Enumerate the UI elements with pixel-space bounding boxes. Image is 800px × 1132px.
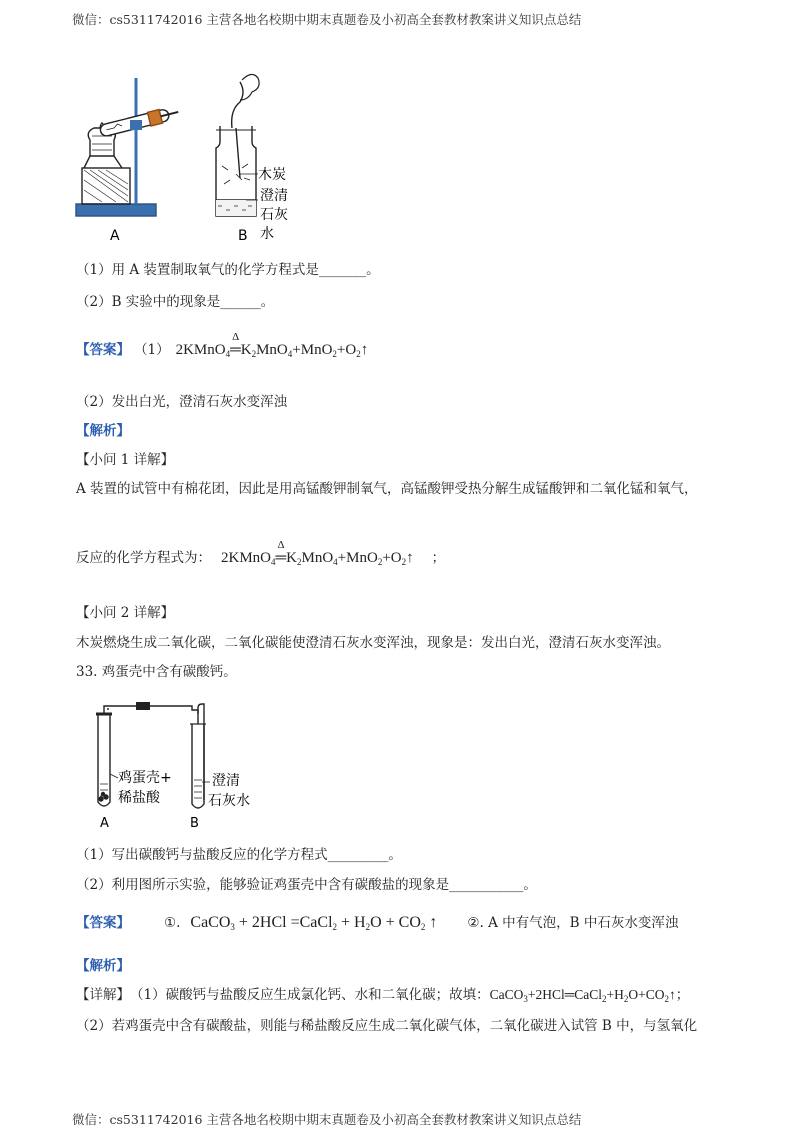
q32-analysis-tag: 【解析】 <box>76 423 130 439</box>
q33-part2: （2）利用图所示实验，能够验证鸡蛋壳中含有碳酸盐的现象是___________。 <box>76 877 537 893</box>
q33-ans1-num: ①. <box>164 915 181 931</box>
apparatus-a <box>76 78 180 216</box>
q33-answer <box>76 913 678 937</box>
q33-analysis-tag: 【解析】 <box>76 958 130 974</box>
q32-part2: （2）B 实验中的现象是______。 <box>76 294 275 310</box>
q32-sub1-text: A 装置的试管中有棉花团，因此是用高锰酸钾制氧气，高锰酸钾受热分解生成锰酸钾和二氧化锰和氧气， <box>76 481 698 497</box>
apparatus-a-label: A <box>110 228 120 244</box>
apparatus-b <box>216 74 259 216</box>
page-footer: 微信：cs5311742016 主营各地名校期中期末真题卷及小初高全套教材教案讲义知识点总结 <box>72 1112 582 1127</box>
q32-answer <box>76 331 369 364</box>
equation-kmno4: 2KMnO$_4$ Δ $═K_2MnO_4+MnO_2+O_2↑$ <box>175 331 369 359</box>
q32-sub1-title: 【小问 1 详解】 <box>76 452 175 468</box>
answer-part1-prefix: （1） <box>134 342 170 358</box>
q32-sub2-title: 【小问 2 详解】 <box>76 605 175 621</box>
page-header: 微信：cs5311742016 主营各地名校期中期末真题卷及小初高全套教材教案讲义知识点总结 <box>72 12 582 27</box>
egg-apparatus-b-label: B <box>190 816 199 831</box>
q33-part1: （1）写出碳酸钙与盐酸反应的化学方程式_________。 <box>76 847 402 863</box>
equation-caco3-inline: $CaCO_3+2HCl═CaCl_2+H_2O+CO_2↑$； <box>489 987 690 1004</box>
q32-sub1-equation-line <box>76 539 446 572</box>
q33-ans2: ②. A 中有气泡，B 中石灰水变浑浊 <box>467 915 679 931</box>
b-reagent-label-1: 澄清 <box>212 773 240 789</box>
apparatus-b-charcoal-label: 木炭 <box>258 167 286 183</box>
apparatus-b-limewater-label-1: 澄清 <box>260 188 288 204</box>
q32-answer-part2: （2）发出白光，澄清石灰水变浑浊 <box>76 394 288 410</box>
sub1-eq-suffix: ； <box>431 550 446 566</box>
equation-caco3: CaCO$_3$ + 2HCl =CaCl$_2$ + $H_2O + CO_2$ ↑ <box>190 914 438 932</box>
q33-stem: 33. 鸡蛋壳中含有碳酸钙。 <box>76 664 237 680</box>
egg-apparatus-a-label: A <box>100 816 109 831</box>
q32-sub2-text: 木炭燃烧生成二氧化碳，二氧化碳能使澄清石灰水变浑浊，现象是：发出白光，澄清石灰水变浑浊。 <box>76 635 670 651</box>
apparatus-b-label: B <box>238 228 248 244</box>
equation-kmno4-repeat: 2KMnO$_4$ Δ $═K_2MnO_4+MnO_2+O_2↑$ <box>221 539 414 567</box>
apparatus-b-limewater-label-2: 石灰 <box>260 207 288 223</box>
q33-answer-tag: 【答案】 <box>76 915 130 931</box>
b-reagent-label-2: 石灰水 <box>208 793 250 809</box>
figure-apparatus-ab <box>70 70 310 245</box>
q32-part1: （1）用 A 装置制取氧气的化学方程式是_______。 <box>76 262 380 278</box>
a-reagent-label-1: 鸡蛋壳+ <box>118 770 172 786</box>
a-reagent-label-2: 稀盐酸 <box>118 790 160 806</box>
figure-egg-shell-apparatus <box>84 700 284 835</box>
answer-tag: 【答案】 <box>76 342 130 358</box>
sub1-eq-prefix: 反应的化学方程式为： <box>76 550 211 566</box>
apparatus-b-limewater-label-3: 水 <box>260 226 274 242</box>
q33-detail1: 【详解】 （1）碳酸钙与盐酸反应生成氯化钙、水和二氧化碳；故填： $CaCO_3+2HCl═CaCl_2+H_2O+CO_2↑$； <box>76 985 689 1009</box>
q33-detail2: （2）若鸡蛋壳中含有碳酸盐，则能与稀盐酸反应生成二氧化碳气体，二氧化碳进入试管 B 中，与氢氧化 <box>76 1018 698 1034</box>
